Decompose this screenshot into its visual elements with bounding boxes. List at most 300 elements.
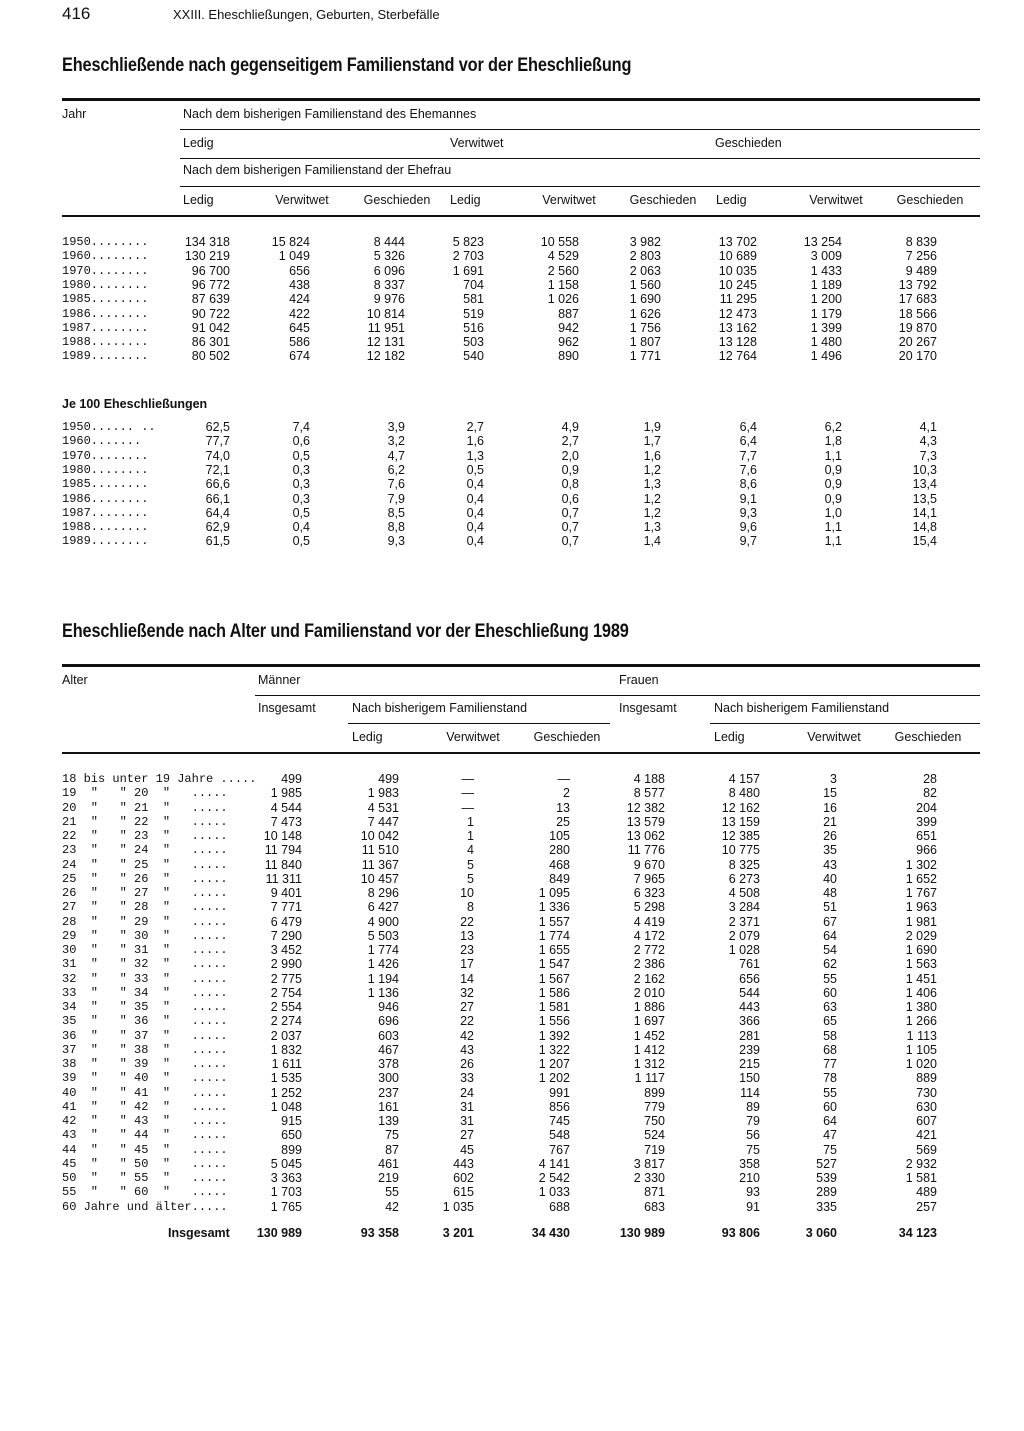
table-cell: 17 (460, 957, 474, 972)
table2-men-total-head: Insgesamt (258, 701, 316, 715)
table-cell: 13 (460, 928, 474, 943)
table-cell: 527 (816, 1156, 837, 1171)
table-cell: 62,5 (205, 420, 230, 434)
table2-women-total-head: Insgesamt (619, 701, 677, 715)
table-cell: 1 983 (367, 786, 399, 801)
table-cell: 674 (289, 349, 310, 364)
table-cell: 871 (644, 1185, 665, 1200)
table-cell: 13 162 (718, 320, 757, 335)
table-cell: 1 207 (538, 1057, 570, 1071)
table-cell: 0,4 (466, 491, 484, 506)
table-cell: 1 886 (633, 1000, 665, 1014)
table-cell: 7,7 (739, 448, 757, 463)
table-row (0, 506, 1024, 520)
table-cell: 12 473 (718, 306, 757, 321)
table-cell: 63 (823, 1000, 837, 1014)
table-cell: 424 (289, 292, 310, 307)
table-cell: 1 765 (270, 1199, 302, 1214)
table-cell: 544 (739, 985, 760, 1000)
table-row (0, 786, 1024, 800)
table-cell: 1 380 (905, 1000, 937, 1014)
table-cell: 499 (281, 772, 302, 786)
total-cell: 93 806 (721, 1226, 760, 1240)
table-cell: 0,4 (292, 520, 310, 535)
table-row (0, 772, 1024, 786)
table-cell: 1,6 (466, 434, 484, 449)
table-cell: 7 965 (633, 871, 665, 886)
row-label: 1985........ (62, 477, 149, 492)
table-cell: 2,7 (561, 434, 579, 449)
table-cell: 467 (378, 1042, 399, 1057)
table-cell: 280 (549, 843, 570, 858)
table-cell: 1 095 (538, 886, 570, 900)
table-cell: 2 772 (633, 943, 665, 957)
table-cell: 89 (746, 1099, 760, 1114)
table-cell: 219 (378, 1171, 399, 1185)
table2-women-verwitwet: Verwitwet (807, 730, 861, 744)
table-cell: 13 579 (626, 814, 665, 829)
row-label: 25 " " 26 " ..... (62, 871, 228, 886)
table-cell: 237 (378, 1085, 399, 1100)
table-cell: 8 337 (373, 277, 405, 292)
table-cell: 2 079 (728, 928, 760, 943)
table-cell: 10,3 (912, 462, 937, 477)
table-cell: 335 (816, 1199, 837, 1214)
table-cell: 66,6 (205, 477, 230, 492)
table-cell: 1 189 (810, 277, 842, 292)
table-cell: 8,8 (387, 520, 405, 535)
table-cell: 55 (823, 971, 837, 986)
table-cell: 1,7 (643, 434, 661, 449)
table-cell: 539 (816, 1171, 837, 1185)
table-cell: 2 703 (452, 249, 484, 264)
table-cell: 4 188 (633, 772, 665, 786)
table-row (0, 292, 1024, 306)
table-row (0, 801, 1024, 815)
table1-wife-col-5: Verwitwet (542, 193, 596, 207)
table-cell: 1,9 (643, 420, 661, 434)
table-row (0, 1171, 1024, 1185)
table-cell: 10 035 (718, 263, 757, 278)
table-cell: 499 (378, 772, 399, 786)
table-cell: 1 035 (442, 1199, 474, 1214)
table-cell: 615 (453, 1185, 474, 1200)
table-cell: 1 202 (538, 1071, 570, 1086)
table-cell: 2 371 (728, 914, 760, 929)
table-cell: 93 (746, 1185, 760, 1200)
table-cell: 0,5 (292, 448, 310, 463)
row-label: 1989........ (62, 349, 149, 364)
table-cell: 1 832 (270, 1042, 302, 1057)
table-cell: 3 817 (633, 1156, 665, 1171)
table2-total-row (0, 1225, 1024, 1241)
row-label: 19 " " 20 " ..... (62, 786, 228, 801)
table-cell: 1 179 (810, 306, 842, 321)
table-cell: 1 560 (629, 277, 661, 292)
row-label: 20 " " 21 " ..... (62, 800, 228, 815)
row-label: 43 " " 44 " ..... (62, 1128, 228, 1143)
table-cell: 4,3 (919, 434, 937, 449)
table1-head-wife: Nach dem bisherigen Familienstand der Ehefrau (183, 163, 452, 177)
table-cell: 2 (563, 786, 570, 801)
table-cell: 8 296 (367, 886, 399, 900)
table-cell: 2 542 (538, 1171, 570, 1185)
table-cell: 26 (460, 1057, 474, 1071)
table-cell: 688 (549, 1199, 570, 1214)
table-row (0, 1157, 1024, 1171)
table-cell: 6,2 (387, 462, 405, 477)
table-cell: 90 722 (191, 306, 230, 321)
table-cell: 2 330 (633, 1171, 665, 1185)
row-label: 32 " " 33 " ..... (62, 971, 228, 986)
table-cell: 2,7 (466, 420, 484, 434)
table-cell: 33 (460, 1071, 474, 1086)
table-cell: 31 (460, 1099, 474, 1114)
row-label: 1986........ (62, 306, 149, 321)
table-cell: 10 558 (540, 235, 579, 249)
table-cell: 9,7 (739, 534, 757, 549)
table-cell: 11 840 (264, 857, 302, 872)
table-row (0, 264, 1024, 278)
table-cell: 7 771 (270, 900, 302, 915)
table-cell: 1 563 (905, 957, 937, 972)
table-cell: 2 554 (270, 1000, 302, 1014)
table-cell: 12 385 (721, 829, 760, 843)
table-cell: 239 (739, 1042, 760, 1057)
row-label: 1980........ (62, 277, 149, 292)
table-cell: 1 807 (629, 335, 661, 350)
table-cell: — (461, 772, 474, 786)
row-label: 21 " " 22 " ..... (62, 814, 228, 829)
table-cell: 1 266 (905, 1014, 937, 1029)
table-cell: 2 010 (633, 985, 665, 1000)
table-cell: 8 839 (905, 235, 937, 249)
table-cell: 1 113 (906, 1028, 937, 1043)
row-label: 1950........ (62, 235, 149, 249)
table-cell: 1 767 (905, 886, 937, 900)
table-row (0, 463, 1024, 477)
table-cell: 0,8 (561, 477, 579, 492)
table-cell: 62 (823, 957, 837, 972)
table-cell: 23 (460, 943, 474, 957)
table-cell: 443 (739, 1000, 760, 1014)
table-row (0, 872, 1024, 886)
table-cell: 47 (823, 1128, 837, 1143)
row-label: 29 " " 30 " ..... (62, 928, 228, 943)
table-cell: 586 (289, 335, 310, 350)
table-cell: 899 (281, 1142, 302, 1157)
table-cell: 1 480 (810, 335, 842, 350)
table-cell: 1 (467, 814, 474, 829)
table2-rule-b (348, 723, 610, 724)
table-cell: 22 (460, 914, 474, 929)
table-cell: 0,3 (292, 477, 310, 492)
table-cell: 1 774 (538, 928, 570, 943)
table-row (0, 1043, 1024, 1057)
table-row (0, 1000, 1024, 1014)
table-row (0, 1071, 1024, 1085)
table-cell: 13 254 (803, 235, 842, 249)
table-cell: 14 (460, 971, 474, 986)
table-cell: 78 (823, 1071, 837, 1086)
row-label: 35 " " 36 " ..... (62, 1014, 228, 1029)
table-cell: 79 (746, 1114, 760, 1128)
table-cell: 8,5 (387, 505, 405, 520)
table-cell: 80 502 (191, 349, 230, 364)
row-label: 1988........ (62, 520, 149, 535)
table-cell: 1 026 (547, 292, 579, 307)
table-row (0, 1100, 1024, 1114)
table-cell: 421 (916, 1128, 937, 1143)
table-cell: 62,9 (205, 520, 230, 535)
table-cell: 1 412 (633, 1042, 665, 1057)
table-cell: 2 803 (629, 249, 661, 264)
table-cell: 6,2 (824, 420, 842, 434)
table-cell: 8 444 (373, 235, 405, 249)
table-cell: 60 (823, 1099, 837, 1114)
running-head: XXIII. Eheschließungen, Geburten, Sterbefälle (173, 7, 440, 22)
table-cell: 1,0 (824, 505, 842, 520)
table-cell: 1 158 (547, 277, 579, 292)
table-cell: 11 951 (367, 320, 405, 335)
table-cell: 4,9 (561, 420, 579, 434)
table1-wife-col-4: Ledig (450, 193, 481, 207)
table2-men-ledig: Ledig (352, 730, 383, 744)
row-label: 26 " " 27 " ..... (62, 886, 228, 900)
row-label: 24 " " 25 " ..... (62, 857, 228, 872)
table-cell: 12 182 (366, 349, 405, 364)
row-label: 44 " " 45 " ..... (62, 1142, 228, 1157)
total-cell: 130 989 (619, 1226, 665, 1240)
table-cell: 4 531 (367, 800, 399, 815)
table-cell: 1 586 (538, 985, 570, 1000)
table-row (0, 929, 1024, 943)
table-cell: 7 473 (270, 814, 302, 829)
table-row (0, 420, 1024, 434)
table-cell: 4 529 (547, 249, 579, 264)
table-cell: 779 (644, 1099, 665, 1114)
table-cell: 2 932 (905, 1156, 937, 1171)
table1-wife-col-8: Verwitwet (809, 193, 863, 207)
table-cell: 9 489 (905, 263, 937, 278)
table-cell: 651 (916, 829, 937, 843)
table-cell: 0,4 (466, 477, 484, 492)
table-cell: 516 (463, 320, 484, 335)
table-cell: 489 (916, 1185, 937, 1200)
row-label: 1970........ (62, 448, 149, 463)
table-cell: 1 252 (270, 1085, 302, 1100)
total-cell: 3 201 (442, 1226, 474, 1240)
table-cell: 13 062 (626, 829, 665, 843)
table-cell: 0,9 (824, 462, 842, 477)
table-cell: 7 290 (270, 928, 302, 943)
table-cell: 2 560 (547, 263, 579, 278)
table-cell: 2 274 (270, 1014, 302, 1029)
table-cell: 4 544 (270, 800, 302, 815)
table-cell: 15,4 (912, 534, 937, 549)
table-cell: 1 049 (278, 249, 310, 264)
table-cell: 1,2 (643, 462, 661, 477)
table-cell: 54 (823, 943, 837, 957)
table-cell: 1 452 (633, 1028, 665, 1043)
table-cell: 1 426 (367, 957, 399, 972)
table-cell: 5 (467, 871, 474, 886)
table-cell: 1 136 (367, 985, 399, 1000)
table-cell: 10 457 (360, 871, 399, 886)
table-cell: 2 029 (905, 928, 937, 943)
table-cell: 0,5 (466, 462, 484, 477)
row-label: 30 " " 31 " ..... (62, 943, 228, 957)
table-cell: 60 (823, 985, 837, 1000)
table-cell: 1 (467, 829, 474, 843)
table-cell: 215 (739, 1057, 760, 1071)
table-cell: 11 794 (264, 843, 302, 858)
table-cell: 468 (549, 857, 570, 872)
table1-wife-col-3: Geschieden (363, 193, 431, 207)
table-row (0, 449, 1024, 463)
table-cell: 130 219 (184, 249, 230, 264)
table2-men-geschieden: Geschieden (533, 730, 601, 744)
table-cell: 91 042 (191, 320, 230, 335)
table-cell: 399 (916, 814, 937, 829)
table1-subheading: Je 100 Eheschließungen (62, 397, 208, 411)
table-cell: 42 (460, 1028, 474, 1043)
row-label: 1987........ (62, 320, 149, 335)
table-cell: 5 298 (633, 900, 665, 915)
table-row (0, 1014, 1024, 1028)
table-cell: 6 479 (270, 914, 302, 929)
table1-wife-col-9: Geschieden (896, 193, 964, 207)
table-cell: 13 (556, 800, 570, 815)
table-cell: 10 689 (718, 249, 757, 264)
table-cell: 14,8 (912, 520, 937, 535)
table-cell: 519 (463, 306, 484, 321)
table-cell: 96 700 (191, 263, 230, 278)
row-label: 1960........ (62, 249, 149, 264)
table-cell: 13 792 (898, 277, 937, 292)
table-cell: 5 503 (367, 928, 399, 943)
table-cell: 4,1 (919, 420, 937, 434)
table-row (0, 858, 1024, 872)
table-cell: 3 982 (629, 235, 661, 249)
table-row (0, 235, 1024, 249)
row-label: 1985........ (62, 292, 149, 307)
table-cell: 1 985 (270, 786, 302, 801)
row-label: 1980........ (62, 462, 149, 477)
total-cell: 34 123 (898, 1226, 937, 1240)
table-cell: 1 626 (629, 306, 661, 321)
table-cell: 8 325 (728, 857, 760, 872)
table-row (0, 986, 1024, 1000)
table-cell: 1 774 (367, 943, 399, 957)
table-cell: 0,9 (561, 462, 579, 477)
table-row (0, 434, 1024, 448)
table1-head-husband: Nach dem bisherigen Familienstand des Ehemannes (183, 107, 477, 121)
table-row (0, 492, 1024, 506)
table-cell: 2 386 (633, 957, 665, 972)
table-cell: 1 556 (538, 1014, 570, 1029)
table-cell: 51 (823, 900, 837, 915)
table-cell: 991 (549, 1085, 570, 1100)
table-cell: 3 (830, 772, 837, 786)
table-cell: 915 (281, 1114, 302, 1128)
table-row (0, 1086, 1024, 1100)
table-cell: 45 (460, 1142, 474, 1157)
table-cell: 1 194 (367, 971, 399, 986)
table-cell: 1 336 (538, 900, 570, 915)
table-cell: 18 566 (898, 306, 937, 321)
row-label: 39 " " 40 " ..... (62, 1071, 228, 1086)
table-cell: 55 (823, 1085, 837, 1100)
table-row (0, 520, 1024, 534)
table-cell: 9,3 (739, 505, 757, 520)
table-cell: 540 (463, 349, 484, 364)
table-cell: 607 (916, 1114, 937, 1128)
table-cell: 2,0 (561, 448, 579, 463)
table-cell: 75 (823, 1142, 837, 1157)
table-cell: 1,3 (643, 477, 661, 492)
table-cell: — (461, 800, 474, 815)
table-cell: 114 (740, 1085, 760, 1100)
table-row (0, 278, 1024, 292)
table-cell: 28 (923, 772, 937, 786)
table-cell: 5 326 (373, 249, 405, 264)
table-cell: 0,7 (561, 505, 579, 520)
table1-rule-a (180, 129, 980, 130)
table-cell: 1 771 (629, 349, 661, 364)
table-cell: 16 (823, 800, 837, 815)
row-label: 40 " " 41 " ..... (62, 1085, 228, 1100)
table-cell: 96 772 (191, 277, 230, 292)
table-cell: 35 (823, 843, 837, 858)
table-row (0, 335, 1024, 349)
row-label: 55 " " 60 " ..... (62, 1185, 228, 1200)
table1-header-bottom-rule (62, 215, 980, 217)
table-cell: 1 200 (810, 292, 842, 307)
table2-men: Männer (258, 673, 301, 687)
table-cell: 1 048 (270, 1099, 302, 1114)
table-cell: 656 (289, 263, 310, 278)
table-cell: 0,5 (292, 505, 310, 520)
table-cell: 58 (823, 1028, 837, 1043)
table-cell: 2 775 (270, 971, 302, 986)
table2-women-geschieden: Geschieden (894, 730, 962, 744)
table-cell: 0,6 (292, 434, 310, 449)
table-cell: 7 447 (367, 814, 399, 829)
table-cell: 27 (460, 1128, 474, 1143)
table-row (0, 815, 1024, 829)
table-cell: 68 (823, 1042, 837, 1057)
table-cell: 5 823 (452, 235, 484, 249)
table-cell: 20 267 (898, 335, 937, 350)
table-cell: 1 557 (538, 914, 570, 929)
table-cell: 745 (549, 1114, 570, 1128)
table-cell: 5 045 (270, 1156, 302, 1171)
table1-husband-geschieden: Geschieden (715, 136, 782, 150)
table-cell: 0,9 (824, 491, 842, 506)
table-cell: 9,6 (739, 520, 757, 535)
table-cell: 13,5 (912, 491, 937, 506)
table-cell: 1,6 (643, 448, 661, 463)
total-cell: 34 430 (531, 1226, 570, 1240)
table-cell: 602 (453, 1171, 474, 1185)
table-cell: 87 (385, 1142, 399, 1157)
table-cell: 6 323 (633, 886, 665, 900)
table-cell: 443 (453, 1156, 474, 1171)
table-cell: 1 703 (270, 1185, 302, 1200)
table-cell: 0,7 (561, 534, 579, 549)
table-row (0, 915, 1024, 929)
